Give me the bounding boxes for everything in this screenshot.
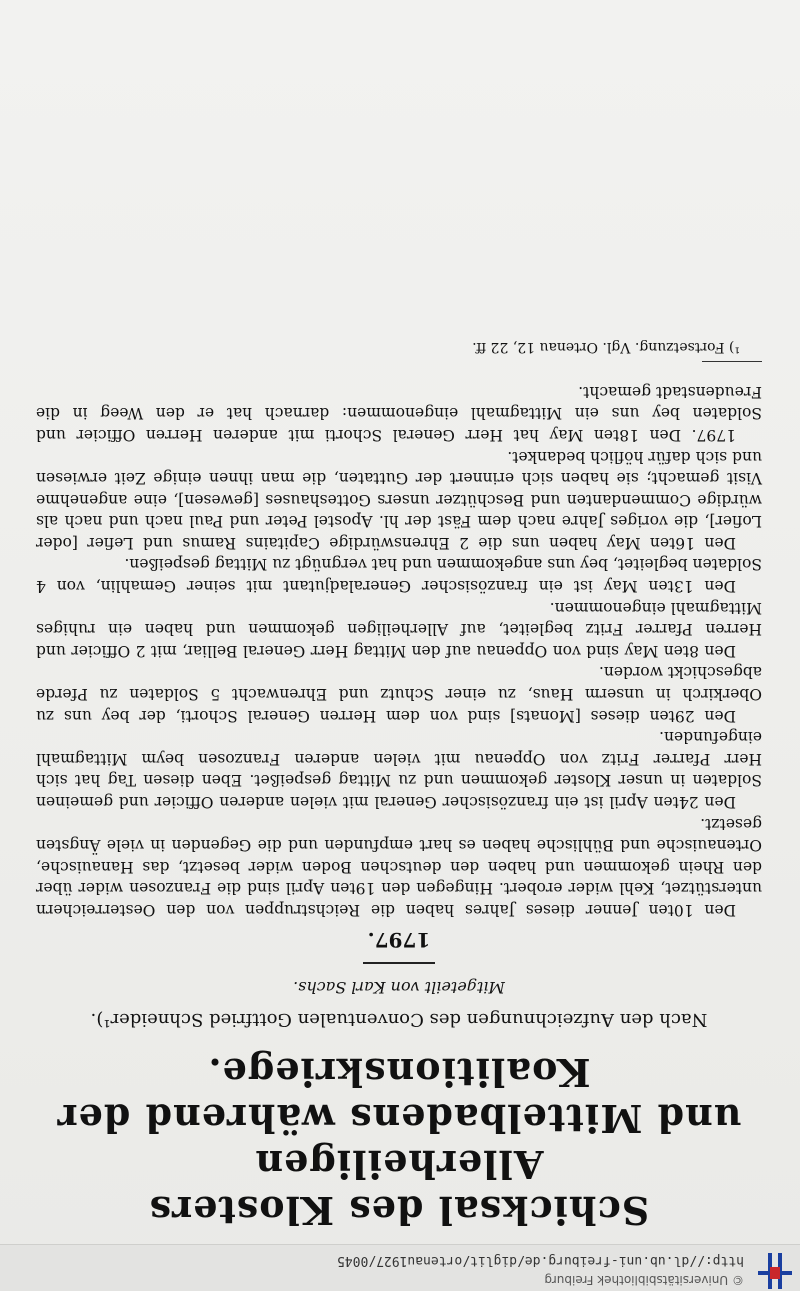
section-divider (363, 962, 435, 964)
article-title (36, 1049, 762, 1233)
paragraph-6: Den 16ten May haben uns die 2 Ehrenswürdige Capitains Ramus und Lefier [oder Lofier], die voriges Jahre nach dem Fäst der hl. Apostel Peter und Paul nach und nach als würdige Commendanten und Beschützer unsers Gotteshauses [gewesen], eine angenehme Visit gemacht; sie haben sich erinnert der Guttaten, die man ihnen einige Zeit erwiesen und sich dafür höflich bedanket. (36, 447, 762, 552)
article (36, 33, 762, 1233)
title-line-1: Schicksal des Klosters Allerheiligen (148, 1142, 650, 1233)
paragraph-2: Den 24ten April ist ein französischer General mit vielen anderen Officier und gemeinen Soldaten in unser Kloster gekommen und zu Mittag gespeißet. Eben diesen Tag hat sich Herr Pfarrer Fritz von Oppenau mit vielen anderen Franzosen beym Mittagmahl eingefunden. (36, 728, 762, 812)
article-author: Mitgeteilt von Karl Sachs. (293, 978, 505, 997)
title-line-3: Koalitionskriege. (207, 1050, 591, 1095)
paragraph-7: 1797. Den 18ten May hat Herr General Schorti mit anderen Herren Officier und Soldaten bey uns ein Mittagmahl eingenommen: darnach hat er den Weeg in die Freudenstadt gemacht. (36, 382, 762, 444)
footnote-divider (702, 361, 762, 362)
paragraph-4: Den 8ten May sind von Oppenau auf den Mittag Herr General Belliar, mit 2 Officier und Herren Pfarrer Fritz begleitet, auf Allerheiligen gekommen und haben ein ruhiges Mittagmahl eingenommen. (36, 598, 762, 660)
library-logo-icon (754, 1249, 792, 1289)
copyright-notice: © Universitätsbibliothek Freiburg (544, 1273, 744, 1287)
paragraph-5: Den 13ten May ist ein französischer Generaladjutant mit seiner Gemahlin, von 4 Soldaten begleitet, bey uns angekommen und hat vergnügt zu Mittag gespeißen. (36, 555, 762, 596)
paragraph-3: Den 29ten dieses [Monats] sind von dem Herren General Schorti, der bey uns zu Oberkirch in unserm Haus, zu einer Schutz und Ehrenwacht 5 Soldaten zu Pferde abgeschickt worden. (36, 663, 762, 725)
paragraph-1: Den 10ten Jenner dieses Jahres haben die Reichstruppen von den Oesterreichern unterstützet, Kehl wider erobert. Hingegen den 19ten April sind die Franzosen wider über den Rhein gekommen und haben den deutschen Boden wider besetzt, das Hanauische, Ortenauische und Bühlische haben es hart empfunden und die Gegenden in viele Ängsten gesetzt. (36, 814, 762, 919)
permalink-url[interactable]: http://dl.ub.uni-freiburg.de/diglit/ortenau1927/0045 (337, 1253, 744, 1268)
section-year: 1797. (367, 928, 431, 952)
title-line-2: und Mittelbadens während der (56, 1096, 742, 1141)
viewer-footer-bar (0, 1244, 800, 1291)
footnote: ¹) Fortsetzung. Vgl. Ortenau 12, 22 ff. (472, 339, 740, 356)
article-subtitle: Nach den Aufzeichnungen des Conventualen Gottfried Schneider¹). (90, 1009, 708, 1030)
